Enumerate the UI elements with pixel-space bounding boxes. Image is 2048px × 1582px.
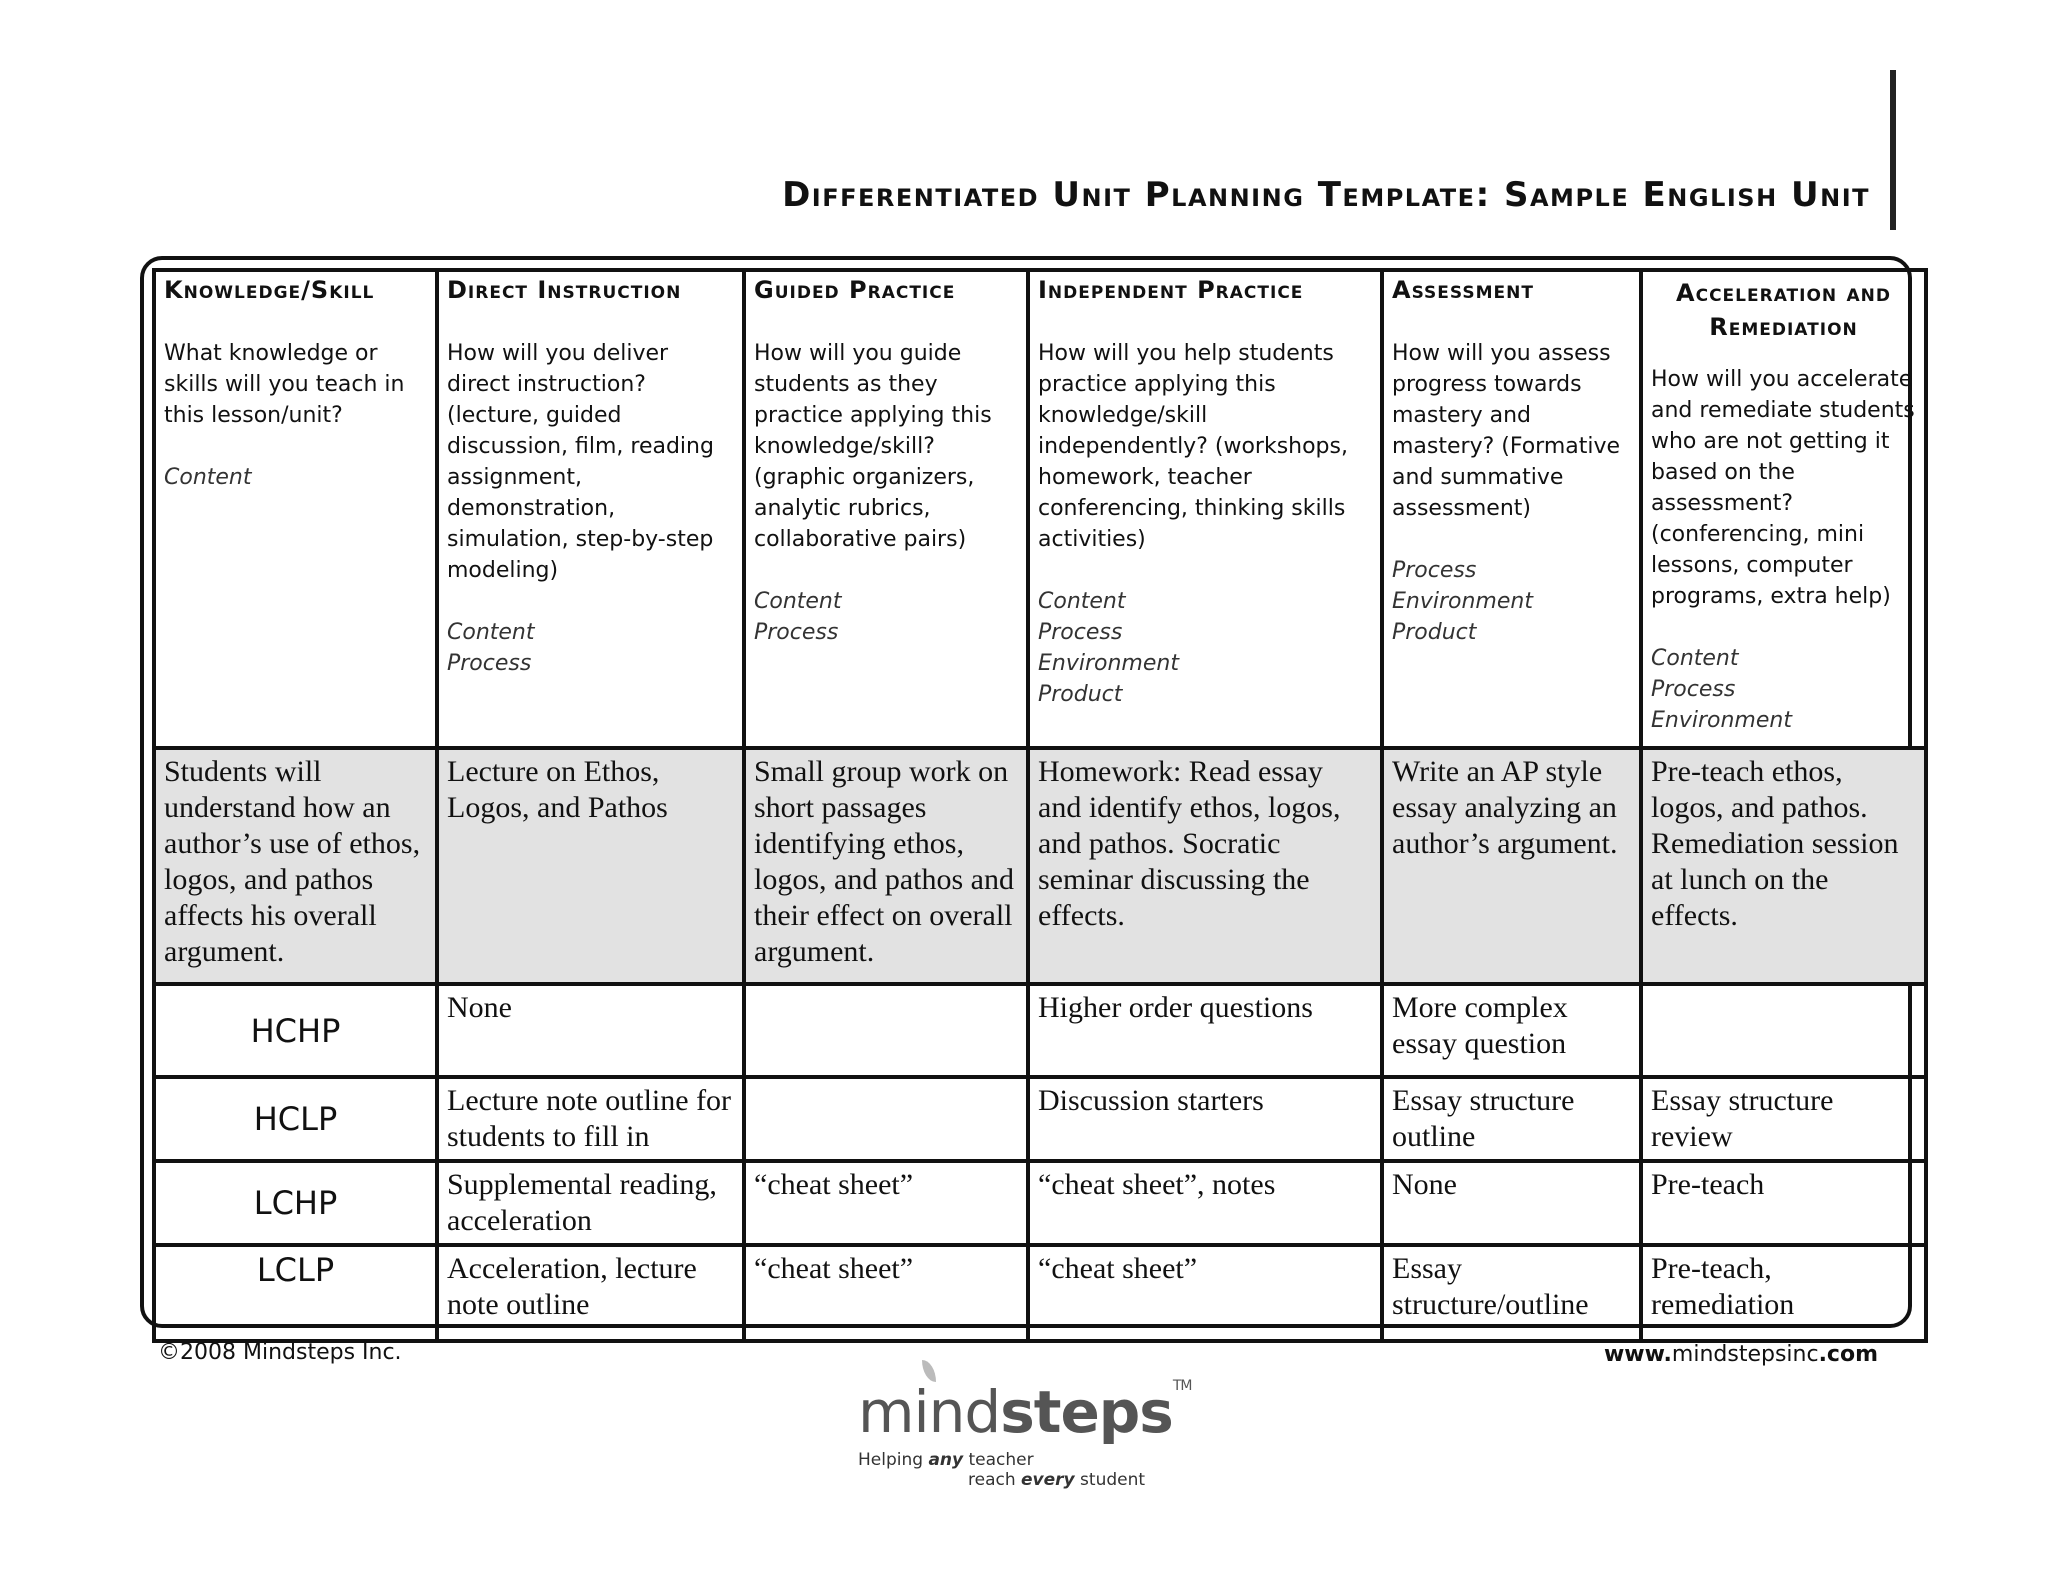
logo-word-bold: steps <box>1000 1378 1173 1446</box>
column-question: How will you assess progress towards mastery and mastery? (Formative and summative assessment) <box>1392 341 1621 521</box>
level-label: HCLP <box>154 1077 437 1161</box>
tagline-text: teacher <box>963 1450 1034 1470</box>
website-link[interactable] <box>1604 1342 1878 1367</box>
table-cell: Essay structure outline <box>1382 1077 1641 1161</box>
copyright-text: ©2008 Mindsteps Inc. <box>158 1340 402 1365</box>
table-cell: Pre-teach ethos, logos, and pathos. Remediation session at lunch on the effects. <box>1641 748 1926 984</box>
column-question: How will you help students practice applying this knowledge/skill independently? (workshops, homework, teacher conferencing, thinking skills activities) <box>1038 341 1348 552</box>
planning-table <box>152 268 1928 1343</box>
mindsteps-logo <box>858 1360 1198 1490</box>
table-cell: Discussion starters <box>1028 1077 1382 1161</box>
table-cell: None <box>1382 1161 1641 1245</box>
level-label: HCHP <box>154 984 437 1077</box>
logo-tagline-line-1 <box>858 1450 1034 1470</box>
table-cell: Essay structure/outline <box>1382 1245 1641 1341</box>
table-cell: Lecture on Ethos, Logos, and Pathos <box>437 748 744 984</box>
table-cell: Higher order questions <box>1028 984 1382 1077</box>
header-cell-knowledge <box>154 270 437 748</box>
column-title: Guided Practice <box>754 276 956 304</box>
tagline-text: student <box>1074 1470 1146 1490</box>
table-cell: “cheat sheet”, notes <box>1028 1161 1382 1245</box>
table-row-lchp <box>154 1161 1926 1245</box>
table-cell: None <box>437 984 744 1077</box>
table-cell: Supplemental reading, acceleration <box>437 1161 744 1245</box>
url-prefix: www. <box>1603 1342 1672 1367</box>
logo-wordmark <box>858 1378 1191 1446</box>
column-categories: Content Process <box>447 620 535 676</box>
column-title: Assessment <box>1392 276 1534 304</box>
url-suffix: .com <box>1818 1342 1878 1367</box>
column-categories: Process Environment Product <box>1392 558 1533 645</box>
logo-tagline-line-2 <box>968 1470 1145 1490</box>
column-question: How will you guide students as they practice applying this knowledge/skill? (graphic organizers, analytic rubrics, collaborative pairs) <box>754 341 992 552</box>
table-cell: Acceleration, lecture note outline <box>437 1245 744 1341</box>
table-cell: Pre-teach, remediation <box>1641 1245 1926 1341</box>
table-row-hchp <box>154 984 1926 1077</box>
tagline-text: Helping <box>858 1450 929 1470</box>
header-cell-acceleration <box>1641 270 1926 748</box>
column-question: How will you accelerate and remediate students who are not getting it based on the assessment? (conferencing, mini lessons, computer programs, extra help) <box>1651 367 1915 609</box>
level-label: LCLP <box>154 1245 437 1341</box>
column-question: What knowledge or skills will you teach in this lesson/unit? <box>164 341 405 428</box>
level-label: LCHP <box>154 1161 437 1245</box>
logo-word-light: mind <box>858 1378 1001 1446</box>
table-cell: “cheat sheet” <box>744 1245 1028 1341</box>
tagline-emphasis: any <box>928 1450 964 1470</box>
table-cell: Lecture note outline for students to fill in <box>437 1077 744 1161</box>
column-title: Independent Practice <box>1038 276 1304 304</box>
column-question: How will you deliver direct instruction? (lecture, guided discussion, film, reading assignment, demonstration, simulation, step-by-step modeling) <box>447 341 714 583</box>
column-title: Direct Instruction <box>447 276 682 304</box>
table-cell: “cheat sheet” <box>1028 1245 1382 1341</box>
table-cell <box>744 984 1028 1077</box>
page-title: Differentiated Unit Planning Template: Sample English Unit <box>782 175 1870 215</box>
tagline-emphasis: every <box>1021 1470 1075 1490</box>
table-row-lclp <box>154 1245 1926 1341</box>
column-categories: Content Process <box>754 589 842 645</box>
table-cell: Students will understand how an author’s use of ethos, logos, and pathos affects his overall argument. <box>154 748 437 984</box>
column-categories: Content Process Environment <box>1651 646 1792 733</box>
header-cell-independent-practice <box>1028 270 1382 748</box>
trademark: TM <box>1172 1378 1192 1394</box>
decorative-vertical-bar <box>1890 70 1896 230</box>
table-row-hclp <box>154 1077 1926 1161</box>
table-cell <box>744 1077 1028 1161</box>
column-title: Acceleration and Remediation <box>1676 279 1891 341</box>
table-cell: “cheat sheet” <box>744 1161 1028 1245</box>
header-cell-direct-instruction <box>437 270 744 748</box>
table-cell: Homework: Read essay and identify ethos, logos, and pathos. Socratic seminar discussing the effects. <box>1028 748 1382 984</box>
objective-row <box>154 748 1926 984</box>
header-row <box>154 270 1926 748</box>
table-cell <box>1641 984 1926 1077</box>
column-categories: Content Process Environment Product <box>1038 589 1179 707</box>
header-cell-assessment <box>1382 270 1641 748</box>
planning-table-frame <box>140 256 1915 1328</box>
table-cell: Essay structure review <box>1641 1077 1926 1161</box>
header-cell-guided-practice <box>744 270 1028 748</box>
column-title: Knowledge/Skill <box>164 276 375 304</box>
table-cell: More complex essay question <box>1382 984 1641 1077</box>
table-cell: Pre-teach <box>1641 1161 1926 1245</box>
table-cell: Small group work on short passages identifying ethos, logos, and pathos and their effect on overall argument. <box>744 748 1028 984</box>
column-categories: Content <box>164 465 252 490</box>
url-main: mindstepsinc <box>1671 1342 1819 1367</box>
tagline-text: reach <box>968 1470 1022 1490</box>
table-cell: Write an AP style essay analyzing an author’s argument. <box>1382 748 1641 984</box>
